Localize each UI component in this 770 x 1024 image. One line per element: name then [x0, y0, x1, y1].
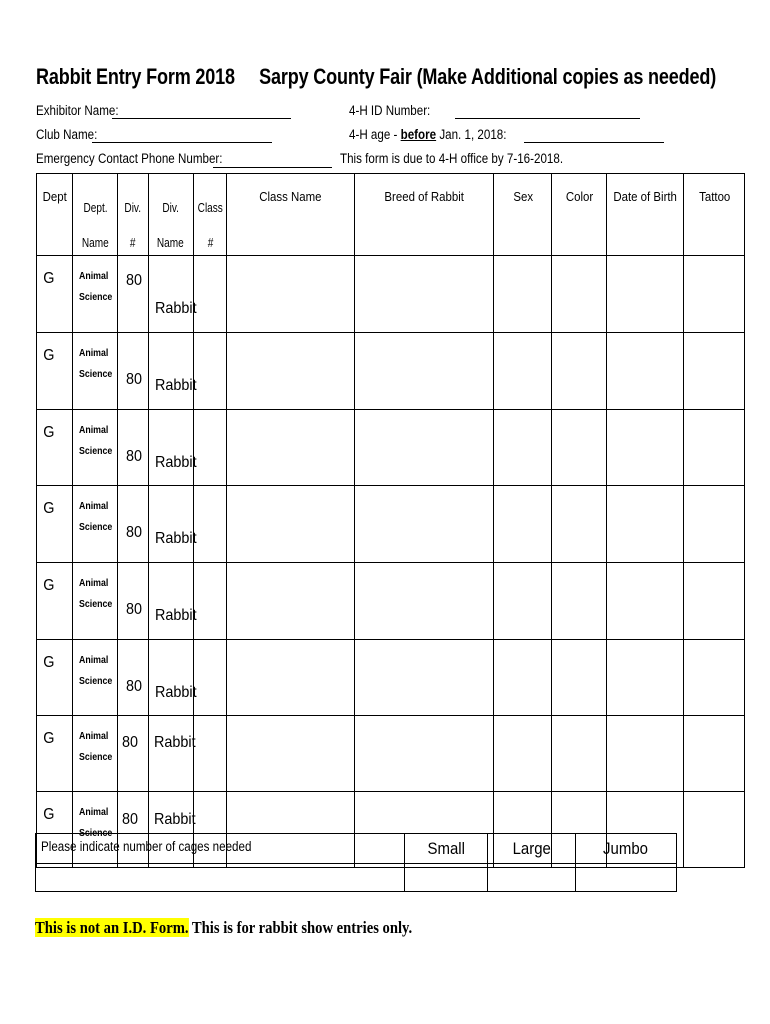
dept-value: G — [43, 654, 55, 671]
table-row — [37, 563, 745, 640]
dept-value: G — [43, 806, 55, 823]
date-of-birth-input-cell[interactable] — [607, 256, 684, 333]
dept-name-line-2: Science — [79, 752, 113, 763]
dept-name-cell — [73, 256, 118, 333]
breed-input-cell[interactable] — [355, 640, 494, 716]
header-breed: Breed of Rabbit — [355, 174, 494, 256]
dept-name-cell — [73, 640, 118, 716]
tattoo-input-cell[interactable] — [684, 486, 745, 563]
date-of-birth-input-cell[interactable] — [607, 486, 684, 563]
div-number-cell — [117, 486, 148, 563]
age-prefix: 4-H age - — [349, 127, 401, 142]
class-name-input-cell[interactable] — [227, 256, 355, 333]
dept-name-cell — [73, 410, 118, 486]
class-number-input-cell[interactable] — [193, 563, 227, 640]
dept-cell — [37, 640, 73, 716]
footer-highlight: This is not an I.D. Form. — [35, 918, 189, 937]
table-row — [37, 333, 745, 410]
table-row — [37, 640, 745, 716]
div-number-cell — [117, 716, 148, 792]
age-line[interactable] — [524, 142, 664, 143]
cage-jumbo-input[interactable] — [576, 864, 677, 892]
dept-cell — [37, 716, 73, 792]
header-dept: Dept — [37, 174, 73, 256]
breed-input-cell[interactable] — [355, 410, 494, 486]
age-before: before — [400, 127, 437, 142]
table-row — [37, 256, 745, 333]
footer-note — [35, 918, 412, 938]
due-note: This form is due to 4-H office by 7-16-2018. — [340, 151, 564, 166]
sex-input-cell[interactable] — [494, 640, 552, 716]
date-of-birth-input-cell[interactable] — [607, 640, 684, 716]
sex-input-cell[interactable] — [494, 333, 552, 410]
date-of-birth-input-cell[interactable] — [607, 410, 684, 486]
class-number-input-cell[interactable] — [193, 333, 227, 410]
dept-name-cell — [73, 563, 118, 640]
header-dept-name: Dept. Name — [73, 174, 118, 256]
cage-large-header: Large — [488, 834, 576, 864]
div-name-value: Rabbit — [154, 684, 197, 701]
header-div-number: Div. # — [117, 174, 148, 256]
dept-name-line-2: Science — [79, 828, 113, 839]
div-name-cell — [148, 486, 197, 563]
dept-name-line-2: Science — [79, 369, 113, 380]
class-name-input-cell[interactable] — [227, 716, 355, 792]
club-name-label: Club Name: — [36, 127, 98, 142]
dept-value: G — [43, 424, 55, 441]
tattoo-input-cell[interactable] — [684, 640, 745, 716]
class-number-input-cell[interactable] — [193, 716, 227, 792]
id-number-line[interactable] — [455, 118, 640, 119]
dept-value: G — [43, 500, 55, 517]
tattoo-input-cell[interactable] — [684, 333, 745, 410]
dept-cell — [37, 486, 73, 563]
div-number-cell — [117, 256, 148, 333]
header-tattoo: Tattoo — [684, 174, 745, 256]
div-name-value: Rabbit — [153, 734, 196, 751]
tattoo-input-cell[interactable] — [684, 563, 745, 640]
dept-cell — [37, 333, 73, 410]
dept-name-line-2: Science — [79, 446, 113, 457]
header-class-name: Class Name — [227, 174, 355, 256]
div-name-cell — [148, 333, 197, 410]
dept-name-cell — [73, 333, 118, 410]
class-number-input-cell[interactable] — [193, 640, 227, 716]
div-name-value: Rabbit — [154, 607, 197, 624]
dept-name-line-2: Science — [79, 676, 113, 687]
dept-cell — [37, 563, 73, 640]
date-of-birth-input-cell[interactable] — [607, 563, 684, 640]
dept-name-line-1: Animal — [79, 271, 109, 282]
header-div-name: Div. Name — [148, 174, 193, 256]
tattoo-input-cell[interactable] — [684, 716, 745, 792]
dept-name-line-1: Animal — [79, 655, 109, 666]
color-input-cell[interactable] — [552, 563, 607, 640]
div-number-value: 80 — [121, 811, 138, 828]
exhibitor-name-line[interactable] — [112, 118, 291, 119]
color-input-cell[interactable] — [552, 716, 607, 792]
dept-name-line-1: Animal — [79, 348, 109, 359]
dept-value: G — [43, 270, 55, 287]
color-input-cell[interactable] — [552, 410, 607, 486]
div-number-cell — [117, 333, 148, 410]
header-color: Color — [552, 174, 607, 256]
div-number-value: 80 — [125, 524, 142, 541]
form-title: Rabbit Entry Form 2018 Sarpy County Fair (Make Additional copies as needed) — [36, 64, 717, 89]
div-name-cell — [148, 410, 197, 486]
dept-name-line-1: Animal — [79, 731, 109, 742]
cage-small-input[interactable] — [405, 864, 488, 892]
tattoo-input-cell[interactable] — [684, 256, 745, 333]
dept-value: G — [43, 347, 55, 364]
sex-input-cell[interactable] — [494, 256, 552, 333]
breed-input-cell[interactable] — [355, 563, 494, 640]
div-number-value: 80 — [121, 734, 138, 751]
tattoo-input-cell[interactable] — [684, 410, 745, 486]
div-name-cell — [148, 640, 197, 716]
class-number-input-cell[interactable] — [193, 410, 227, 486]
class-number-input-cell[interactable] — [193, 256, 227, 333]
div-number-value: 80 — [125, 678, 142, 695]
dept-cell — [37, 410, 73, 486]
dept-name-line-1: Animal — [79, 807, 109, 818]
div-name-cell — [148, 716, 196, 792]
dept-name-line-1: Animal — [79, 501, 109, 512]
date-of-birth-input-cell[interactable] — [607, 333, 684, 410]
div-number-cell — [117, 410, 148, 486]
cage-large-input[interactable] — [488, 864, 576, 892]
class-name-input-cell[interactable] — [227, 410, 355, 486]
club-name-line[interactable] — [92, 142, 272, 143]
cages-blank-cell — [36, 864, 405, 892]
entry-table — [36, 173, 745, 868]
div-name-value: Rabbit — [154, 377, 197, 394]
div-number-value: 80 — [125, 272, 142, 289]
table-row — [37, 486, 745, 563]
div-name-cell — [148, 563, 197, 640]
date-of-birth-input-cell[interactable] — [607, 716, 684, 792]
dept-cell — [37, 256, 73, 333]
dept-value: G — [43, 577, 55, 594]
class-name-input-cell[interactable] — [227, 640, 355, 716]
cage-jumbo-header: Jumbo — [576, 834, 677, 864]
table-row — [37, 410, 745, 486]
div-number-value: 80 — [125, 448, 142, 465]
exhibitor-name-label: Exhibitor Name: — [36, 103, 119, 118]
footer-rest: This is for rabbit show entries only. — [188, 918, 413, 937]
id-number-label: 4-H ID Number: — [349, 103, 431, 118]
dept-name-line-1: Animal — [79, 425, 109, 436]
color-input-cell[interactable] — [552, 640, 607, 716]
table-row — [37, 716, 745, 792]
div-number-cell — [117, 563, 148, 640]
sex-input-cell[interactable] — [494, 486, 552, 563]
breed-input-cell[interactable] — [355, 486, 494, 563]
sex-input-cell[interactable] — [494, 563, 552, 640]
class-name-input-cell[interactable] — [227, 333, 355, 410]
tattoo-input-cell[interactable] — [684, 792, 745, 868]
sex-input-cell[interactable] — [494, 716, 552, 792]
div-number-cell — [117, 640, 148, 716]
dept-name-line-2: Science — [79, 522, 113, 533]
dept-name-cell — [73, 716, 118, 792]
header-date-of-birth: Date of Birth — [607, 174, 684, 256]
color-input-cell[interactable] — [552, 256, 607, 333]
cages-label: Please indicate number of cages needed — [36, 834, 405, 864]
class-name-input-cell[interactable] — [227, 563, 355, 640]
emergency-phone-line[interactable] — [213, 167, 332, 168]
breed-input-cell[interactable] — [355, 716, 494, 792]
breed-input-cell[interactable] — [355, 333, 494, 410]
dept-name-line-2: Science — [79, 599, 113, 610]
emergency-phone-label: Emergency Contact Phone Number: — [36, 151, 223, 166]
table-header-row — [37, 174, 745, 256]
color-input-cell[interactable] — [552, 333, 607, 410]
dept-name-line-1: Animal — [79, 578, 109, 589]
div-name-value: Rabbit — [153, 811, 196, 828]
class-number-input-cell[interactable] — [193, 486, 227, 563]
div-name-cell — [148, 256, 197, 333]
age-suffix: Jan. 1, 2018: — [436, 127, 507, 142]
dept-name-cell — [73, 486, 118, 563]
dept-name-line-2: Science — [79, 292, 113, 303]
dept-value: G — [43, 730, 55, 747]
class-name-input-cell[interactable] — [227, 486, 355, 563]
cage-table — [35, 833, 677, 892]
div-name-value: Rabbit — [154, 454, 197, 471]
div-number-value: 80 — [125, 371, 142, 388]
breed-input-cell[interactable] — [355, 256, 494, 333]
age-label — [349, 127, 506, 142]
div-number-value: 80 — [125, 601, 142, 618]
header-class-number: Class # — [193, 174, 227, 256]
header-sex: Sex — [494, 174, 552, 256]
div-name-value: Rabbit — [154, 530, 197, 547]
sex-input-cell[interactable] — [494, 410, 552, 486]
color-input-cell[interactable] — [552, 486, 607, 563]
cage-small-header: Small — [405, 834, 488, 864]
div-name-value: Rabbit — [154, 300, 197, 317]
